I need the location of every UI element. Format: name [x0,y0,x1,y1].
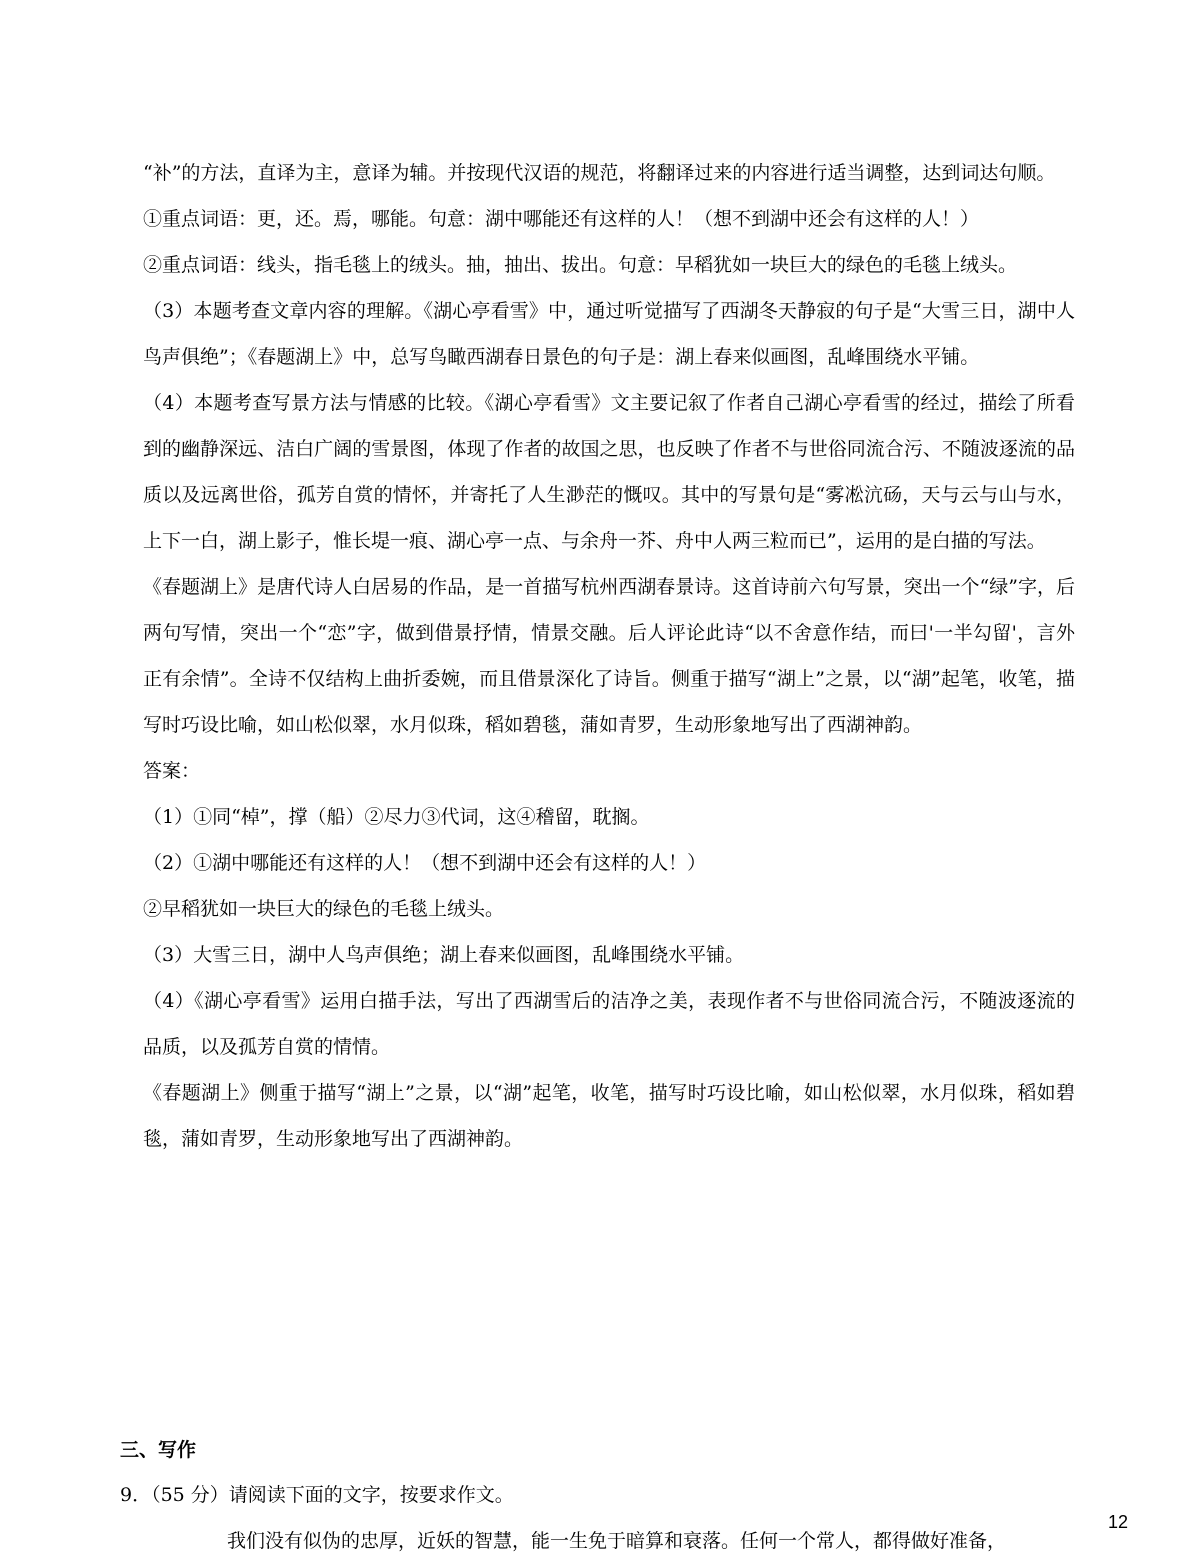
answer-3: （3）大雪三日，湖中人鸟声俱绝；湖上春来似画图，乱峰围绕水平铺。 [143,944,745,966]
section-title-writing: 三、写作 [120,1439,197,1461]
paragraph-q4-explanation: （4）本题考查写景方法与情感的比较。《湖心亭看雪》文主要记叙了作者自己湖心亭看雪的经过，描绘了所看到的幽静深远、洁白广阔的雪景图，体现了作者的故国之思，也反映了作者不与世俗同流合污、不随波逐流的品质以及远离世俗，孤芳自赏的情怀，并寄托了人生渺茫的慨叹。其中的写景句是“雾凇沆砀，天与云与山与水，上下一白，湖上影子，惟长堤一痕、湖心亭一点、与余舟一芥、舟中人两三粒而已”，运用的是白描的写法。 [143,392,1075,552]
answer-2-part-1: （2）①湖中哪能还有这样的人！（想不到湖中还会有这样的人！） [143,852,707,874]
paragraph-key-words-2: ②重点词语：线头，指毛毯上的绒头。抽，抽出、拔出。句意：早稻犹如一块巨大的绿色的毛毯上绒头。 [143,254,1018,276]
answer-2-part-2: ②早稻犹如一块巨大的绿色的毛毯上绒头。 [143,898,505,920]
answer-4-part-2: 《春题湖上》侧重于描写“湖上”之景，以“湖”起笔，收笔，描写时巧设比喻，如山松似翠，水月似珠，稻如碧毯，蒲如青罗，生动形象地写出了西湖神韵。 [143,1082,1075,1150]
answer-1: （1）①同“棹”，撑（船）②尽力③代词，这④稽留，耽搁。 [143,806,650,828]
paragraph-q3-explanation: （3）本题考查文章内容的理解。《湖心亭看雪》中，通过听觉描写了西湖冬天静寂的句子是“大雪三日，湖中人鸟声俱绝”；《春题湖上》中，总写鸟瞰西湖春日景色的句子是：湖上春来似画图，乱峰围绕水平铺。 [143,300,1075,368]
paragraph-key-words-1: ①重点词语：更，还。焉，哪能。句意：湖中哪能还有这样的人！（想不到湖中还会有这样的人！） [143,208,980,230]
answer-label: 答案： [143,760,201,782]
page-number: 12 [1108,1512,1129,1532]
answer-4-part-1: （4）《湖心亭看雪》运用白描手法，写出了西湖雪后的洁净之美，表现作者不与世俗同流合污，不随波逐流的品质，以及孤芳自赏的情情。 [143,990,1075,1058]
paragraph-translation-method: “补”的方法，直译为主，意译为辅。并按现代汉语的规范，将翻译过来的内容进行适当调整，达到词达句顺。 [143,162,1056,184]
question-9-prompt: 9．（55 分）请阅读下面的文字，按要求作文。 [120,1484,514,1506]
paragraph-poem-analysis: 《春题湖上》是唐代诗人白居易的作品，是一首描写杭州西湖春景诗。这首诗前六句写景，突出一个“绿”字，后两句写情，突出一个“恋”字，做到借景抒情，情景交融。后人评论此诗“以不舍意作结，而曰'一半勾留'，言外正有余情”。全诗不仅结构上曲折委婉，而且借景深化了诗旨。侧重于描写“湖上”之景，以“湖”起笔，收笔，描写时巧设比喻，如山松似翠，水月似珠，稻如碧毯，蒲如青罗，生动形象地写出了西湖神韵。 [143,576,1075,736]
answer-explanation [143,150,1075,1162]
essay-material-first-line: 我们没有似伪的忠厚，近妖的智慧，能一生免于暗算和衰落。任何一个常人，都得做好准备， [227,1530,1007,1552]
